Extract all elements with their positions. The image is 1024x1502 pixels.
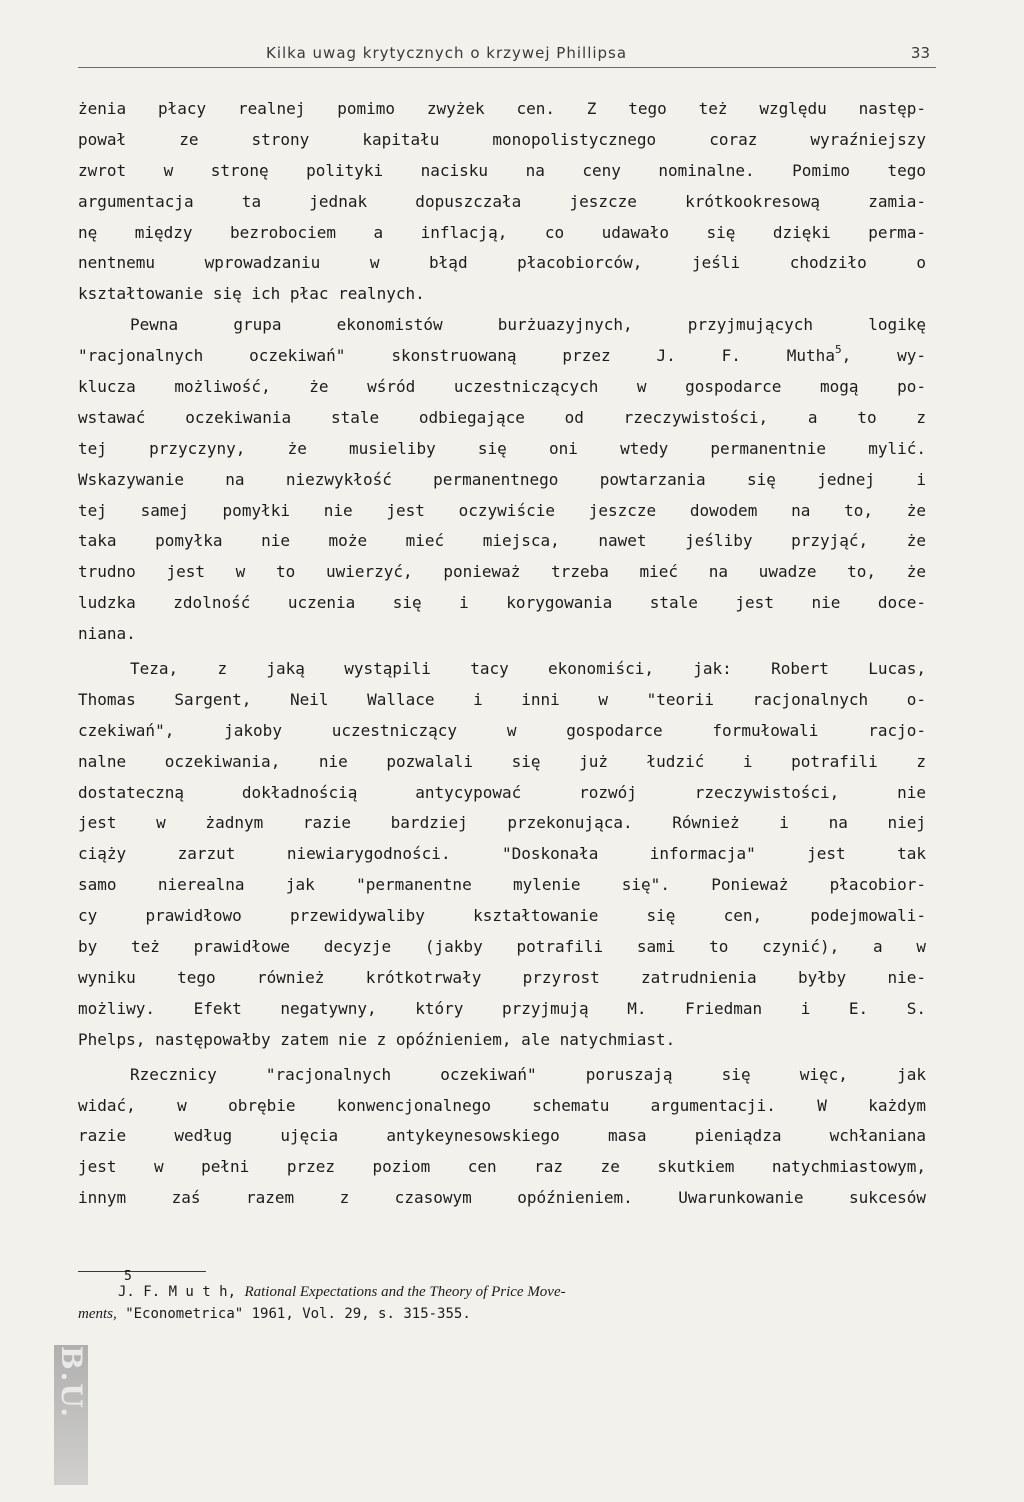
text-line: innym zaś razem z czasowym opóźnieniem. Uwarunkowanie sukcesów [78,1188,926,1208]
text-line: ludzka zdolność uczenia się i korygowania stale jest nie doce- [78,593,926,613]
text-line: razie według ujęcia antykeynesowskiego masa pieniądza wchłaniana [78,1126,926,1146]
text-line: trudno jest w to uwierzyć, ponieważ trzeba mieć na uwadze to, że [78,562,926,582]
text-line: widać, w obrębie konwencjonalnego schematu argumentacji. W każdym [78,1095,926,1115]
text-line: wyniku tego również krótkotrwały przyrost zatrudnienia byłby nie- [78,967,926,987]
text-line: Teza, z jaką wystąpili tacy ekonomiści, jak: Robert Lucas, [130,659,926,679]
header-rule [78,67,936,68]
paragraph-3 [78,654,926,1056]
text-line: nentnemu wprowadzaniu w błąd płacobiorców, jeśli chodziło o [78,253,926,273]
text-line: Phelps, następowałby zatem nie z opóźnieniem, ale natychmiast. [78,1029,676,1049]
text-line: jest w żadnym razie bardziej przekonująca. Również i na niej [78,813,926,833]
text-line-with-footnote-ref [78,341,926,372]
text-line: zwrot w stronę polityki nacisku na ceny nominalne. Pomimo tego [78,160,926,180]
text-line: kształtowanie się ich płac realnych. [78,284,425,304]
text-line: wstawać oczekiwania stale odbiegające od rzeczywistości, a to z [78,407,926,427]
text-line: cy prawidłowo przewidywaliby kształtowanie się cen, podejmowali- [78,906,926,926]
footnote-line [78,1281,926,1303]
paragraph-4 [78,1060,926,1214]
paragraph-2 [78,310,926,650]
footnote [78,1269,926,1325]
text-line: klucza możliwość, że wśród uczestniczących w gospodarce mogą po- [78,377,926,397]
page-number: 33 [910,44,930,62]
text-line: możliwy. Efekt negatywny, który przyjmują M. Friedman i E. S. [78,998,926,1018]
text-line: pował ze strony kapitału monopolistycznego coraz wyraźniejszy [78,129,926,149]
body-text [78,94,926,1214]
footnote-rule [78,1271,206,1272]
text-line: Thomas Sargent, Neil Wallace i inni w "teorii racjonalnych o- [78,689,926,709]
text-line: żenia płacy realnej pomimo zwyżek cen. Z tego też względu następ- [78,99,926,118]
text-line: czekiwań", jakoby uczestniczący w gospodarce formułowali racjo- [78,720,926,740]
text-line: niana. [78,624,136,644]
text-segment: , wy- [841,346,926,366]
text-segment: "racjonalnych oczekiwań" skonstruowaną przez J. F. Mutha [78,346,835,366]
text-line: nę między bezrobociem a inflacją, co udawało się dzięki perma- [78,222,926,242]
text-line: samo nierealna jak "permanentne mylenie się". Ponieważ płacobior- [78,875,926,895]
text-line: dostateczną dokładnością antycypować rozwój rzeczywistości, nie [78,782,926,802]
text-line: tej przyczyny, że musieliby się oni wtedy permanentnie mylić. [78,438,926,458]
footnote-source: "Econometrica" 1961, Vol. 29, s. 315-355. [125,1306,471,1322]
library-stamp-text: B.U. [55,1346,88,1420]
footnote-reference[interactable]: 5 [834,343,842,357]
footnote-line [78,1303,926,1325]
text-line: tej samej pomyłki nie jest oczywiście jeszcze dowodem na to, że [78,500,926,520]
text-line: nalne oczekiwania, nie pozwalali się już łudzić i potrafili z [78,751,926,771]
footnote-number: 5 [124,1269,132,1284]
footnote-author: J. F. M u t h, [118,1284,237,1300]
footnote-title: Rational Expectations and the Theory of Price Move- [244,1284,566,1300]
text-line: Pewna grupa ekonomistów burżuazyjnych, przyjmujących logikę [130,315,926,335]
text-line: by też prawidłowe decyzje (jakby potrafili sami to czynić), a w [78,937,926,957]
running-header [78,44,936,74]
text-line: argumentacja ta jednak dopuszczała jeszcze krótkookresową zamia- [78,191,926,211]
text-line: Wskazywanie na niezwykłość permanentnego powtarzania się jednej i [78,469,926,489]
paragraph-1 [78,94,926,310]
footnote-title-continued: ments, [78,1306,117,1322]
text-line: taka pomyłka nie może mieć miejsca, nawet jeśliby przyjąć, że [78,531,926,551]
text-line: ciąży zarzut niewiarygodności. "Doskonała informacja" jest tak [78,844,926,864]
text-line: Rzecznicy "racjonalnych oczekiwań" poruszają się więc, jak [130,1064,926,1084]
running-title: Kilka uwag krytycznych o krzywej Phillipsa [266,44,628,62]
text-line: jest w pełni przez poziom cen raz ze skutkiem natychmiastowym, [78,1157,926,1177]
